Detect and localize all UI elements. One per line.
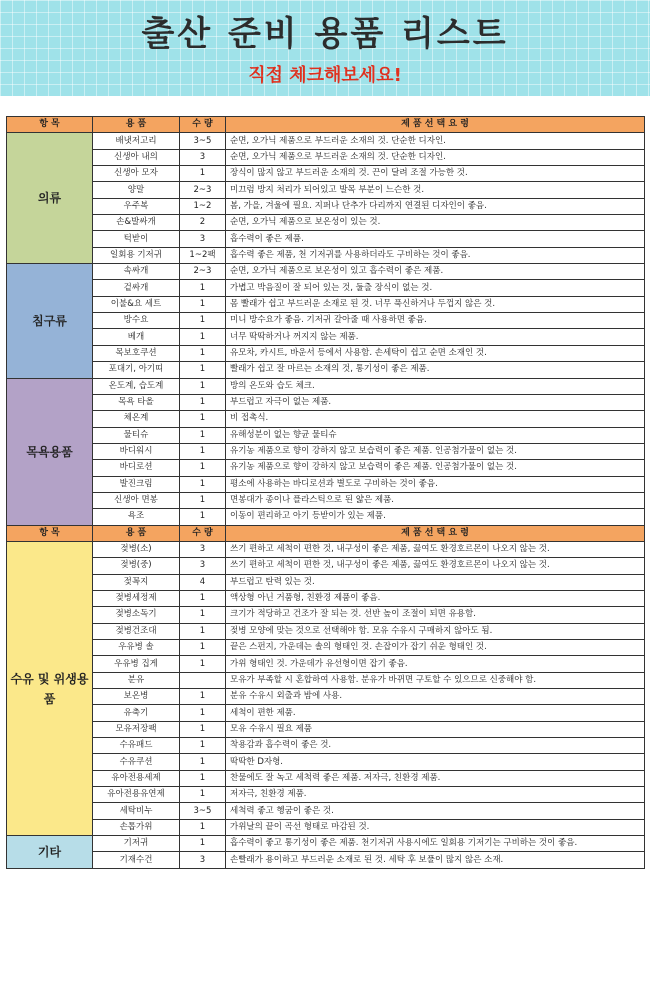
table-row: [7, 378, 645, 394]
table-row: [7, 133, 645, 149]
desc-cell: 평소에 사용하는 바디로션과 별도로 구비하는 것이 좋음.: [226, 476, 645, 492]
item-cell: 바디로션: [93, 460, 180, 476]
header-banner: [0, 0, 650, 96]
qty-cell: 1: [180, 770, 226, 786]
desc-cell: 너무 딱딱하거나 꺼지지 않는 제품.: [226, 329, 645, 345]
header-desc: 제 품 선 택 요 령: [226, 117, 645, 133]
table-row: [7, 264, 645, 280]
item-cell: 젖병세정제: [93, 590, 180, 606]
item-cell: 세탁비누: [93, 803, 180, 819]
table-row: [7, 313, 645, 329]
category-cell: 침구류: [7, 264, 93, 378]
item-cell: 방수요: [93, 313, 180, 329]
item-cell: 우유병 솔: [93, 640, 180, 656]
qty-cell: 1: [180, 819, 226, 835]
table-row: [7, 362, 645, 378]
qty-cell: 1: [180, 492, 226, 508]
item-cell: 목욕 타올: [93, 394, 180, 410]
qty-cell: 2~3: [180, 264, 226, 280]
qty-cell: 2: [180, 215, 226, 231]
qty-cell: 1: [180, 590, 226, 606]
table-row: [7, 182, 645, 198]
table-row: [7, 574, 645, 590]
qty-cell: 1: [180, 362, 226, 378]
item-cell: 분유: [93, 672, 180, 688]
qty-cell: 1: [180, 623, 226, 639]
desc-cell: 순면, 오가닉 제품으로 보온성이 있고 흡수력이 좋은 제품.: [226, 264, 645, 280]
category-cell: 의류: [7, 133, 93, 264]
header-qty: 수 량: [180, 117, 226, 133]
qty-cell: 1: [180, 705, 226, 721]
desc-cell: 딱딱한 D자형.: [226, 754, 645, 770]
item-cell: 양말: [93, 182, 180, 198]
item-cell: 모유저장팩: [93, 721, 180, 737]
qty-cell: 3: [180, 558, 226, 574]
desc-cell: 가볍고 박음질이 잘 되어 있는 것, 둘출 장식이 없는 것.: [226, 280, 645, 296]
table-row: [7, 247, 645, 263]
qty-cell: 1: [180, 640, 226, 656]
header-qty: 수 량: [180, 525, 226, 541]
item-cell: 겉싸개: [93, 280, 180, 296]
qty-cell: 3~5: [180, 803, 226, 819]
desc-cell: 순면, 오가닉 제품으로 보온성이 있는 것.: [226, 215, 645, 231]
table-row: [7, 198, 645, 214]
table-row: [7, 394, 645, 410]
item-cell: 젖꼭지: [93, 574, 180, 590]
qty-cell: 1: [180, 313, 226, 329]
qty-cell: 3: [180, 231, 226, 247]
desc-cell: 찬물에도 잘 녹고 세척력 좋은 제품. 저자극, 친환경 제품.: [226, 770, 645, 786]
qty-cell: 1: [180, 460, 226, 476]
table-row: [7, 509, 645, 525]
item-cell: 수유쿠션: [93, 754, 180, 770]
desc-cell: 방의 온도와 습도 체크.: [226, 378, 645, 394]
item-cell: 우주복: [93, 198, 180, 214]
item-cell: 이불&요 세트: [93, 296, 180, 312]
qty-cell: 1: [180, 378, 226, 394]
item-cell: 턱받이: [93, 231, 180, 247]
page-title: 출산 준비 용품 리스트: [141, 14, 509, 54]
table-row: [7, 166, 645, 182]
table-header-row: [7, 525, 645, 541]
table-row: [7, 770, 645, 786]
qty-cell: 3: [180, 149, 226, 165]
desc-cell: 봄, 가을, 겨울에 필요. 지퍼나 단추가 다리까지 연결된 디자인이 좋음.: [226, 198, 645, 214]
desc-cell: 미끄럼 방지 처리가 되어있고 발목 부분이 느슨한 것.: [226, 182, 645, 198]
item-cell: 온도계, 습도계: [93, 378, 180, 394]
qty-cell: 1: [180, 754, 226, 770]
desc-cell: 저자극, 친환경 제품.: [226, 787, 645, 803]
qty-cell: 1: [180, 738, 226, 754]
table-row: [7, 656, 645, 672]
table-row: [7, 492, 645, 508]
item-cell: 유축기: [93, 705, 180, 721]
table-row: [7, 149, 645, 165]
desc-cell: 세척이 편한 제품.: [226, 705, 645, 721]
category-cell: 수유 및 위생용품: [7, 541, 93, 835]
item-cell: 물티슈: [93, 427, 180, 443]
table-row: [7, 427, 645, 443]
table-row: [7, 296, 645, 312]
desc-cell: 미니 방수요가 좋음. 기저귀 갈아줄 때 사용하면 좋음.: [226, 313, 645, 329]
qty-cell: 1: [180, 607, 226, 623]
item-cell: 욕조: [93, 509, 180, 525]
qty-cell: 3: [180, 852, 226, 868]
table-row: [7, 476, 645, 492]
table-row: [7, 329, 645, 345]
header-category: 항 목: [7, 117, 93, 133]
desc-cell: 순면, 오가닉 제품으로 부드러운 소재의 것. 단순한 디자인.: [226, 133, 645, 149]
desc-cell: 유기농 제품으로 향이 강하지 않고 보습력이 좋은 제품. 인공첨가물이 없는 것.: [226, 443, 645, 459]
desc-cell: 모유 수유시 필요 제품: [226, 721, 645, 737]
checklist-table-wrapper: [6, 116, 644, 869]
qty-cell: 1: [180, 296, 226, 312]
table-row: [7, 705, 645, 721]
category-cell: 기타: [7, 836, 93, 869]
desc-cell: 분유 수유시 외출과 밤에 사용.: [226, 689, 645, 705]
desc-cell: 유기농 제품으로 향이 강하지 않고 보습력이 좋은 제품. 인공첨가물이 없는 것.: [226, 460, 645, 476]
desc-cell: 끝은 스펀지, 가운데는 솔의 형태인 것. 손잡이가 잡기 쉬운 형태인 것.: [226, 640, 645, 656]
table-row: [7, 640, 645, 656]
qty-cell: 1: [180, 329, 226, 345]
table-row: [7, 231, 645, 247]
item-cell: 속싸개: [93, 264, 180, 280]
qty-cell: 1: [180, 280, 226, 296]
item-cell: 기재수건: [93, 852, 180, 868]
item-cell: 우유병 집게: [93, 656, 180, 672]
item-cell: 유아전용유연제: [93, 787, 180, 803]
qty-cell: 1: [180, 787, 226, 803]
desc-cell: 젖병 모양에 맞는 것으로 선택해야 함. 모유 수유시 구매하지 않아도 됨.: [226, 623, 645, 639]
desc-cell: 면봉대가 종이나 플라스틱으로 된 얇은 제품.: [226, 492, 645, 508]
item-cell: 젖병소독기: [93, 607, 180, 623]
item-cell: 신생아 내의: [93, 149, 180, 165]
item-cell: 젖병(중): [93, 558, 180, 574]
qty-cell: 1: [180, 721, 226, 737]
item-cell: 보온병: [93, 689, 180, 705]
desc-cell: 착용감과 흡수력이 좋은 것.: [226, 738, 645, 754]
item-cell: 베개: [93, 329, 180, 345]
table-row: [7, 280, 645, 296]
table-row: [7, 607, 645, 623]
table-row: [7, 672, 645, 688]
item-cell: 신생아 면봉: [93, 492, 180, 508]
table-row: [7, 443, 645, 459]
table-row: [7, 558, 645, 574]
qty-cell: 1: [180, 476, 226, 492]
table-row: [7, 689, 645, 705]
item-cell: 유아전용세제: [93, 770, 180, 786]
table-row: [7, 803, 645, 819]
category-cell: 목욕용품: [7, 378, 93, 525]
desc-cell: 순면, 오가닉 제품으로 부드러운 소재의 것. 단순한 디자인.: [226, 149, 645, 165]
qty-cell: 1: [180, 345, 226, 361]
qty-cell: 3~5: [180, 133, 226, 149]
qty-cell: 1: [180, 443, 226, 459]
qty-cell: 1: [180, 427, 226, 443]
item-cell: 신생아 모자: [93, 166, 180, 182]
table-row: [7, 590, 645, 606]
qty-cell: 1: [180, 836, 226, 852]
desc-cell: 몸 빨래가 쉽고 부드러운 소재로 된 것. 너무 푹신하거나 두껍지 않은 것.: [226, 296, 645, 312]
item-cell: 포대기, 아기띠: [93, 362, 180, 378]
qty-cell: 4: [180, 574, 226, 590]
item-cell: 수유패드: [93, 738, 180, 754]
qty-cell: 1: [180, 411, 226, 427]
desc-cell: 유해성분이 없는 향균 물티슈: [226, 427, 645, 443]
desc-cell: 쓰기 편하고 세척이 편한 것, 내구성이 좋은 제품, 끓여도 환경호르몬이 나오지 않는 것.: [226, 541, 645, 557]
qty-cell: 1: [180, 394, 226, 410]
header-item: 용 품: [93, 117, 180, 133]
qty-cell: 1~2팩: [180, 247, 226, 263]
item-cell: 바디워시: [93, 443, 180, 459]
table-row: [7, 754, 645, 770]
table-row: [7, 345, 645, 361]
desc-cell: 부드럽고 자극이 없는 제품.: [226, 394, 645, 410]
item-cell: 발진크림: [93, 476, 180, 492]
qty-cell: 1~2: [180, 198, 226, 214]
table-row: [7, 819, 645, 835]
desc-cell: 크기가 적당하고 건조가 잘 되는 것. 선반 높이 조절이 되면 유용함.: [226, 607, 645, 623]
desc-cell: 흡수력 좋은 제품, 천 기저귀를 사용하더라도 구비하는 것이 좋음.: [226, 247, 645, 263]
desc-cell: 가위 형태인 것. 가운데가 유선형이면 잡기 좋음.: [226, 656, 645, 672]
item-cell: 손&발싸개: [93, 215, 180, 231]
qty-cell: 1: [180, 166, 226, 182]
item-cell: 손톱가위: [93, 819, 180, 835]
item-cell: 목보호쿠션: [93, 345, 180, 361]
desc-cell: 액상형 아닌 거품형, 친환경 제품이 좋음.: [226, 590, 645, 606]
item-cell: 젖병건조대: [93, 623, 180, 639]
table-row: [7, 541, 645, 557]
desc-cell: 흡수력이 좋은 제품.: [226, 231, 645, 247]
desc-cell: 흡수력이 좋고 통기성이 좋은 제품. 천기저귀 사용시에도 일회용 기저기는 구비하는 것이 좋음.: [226, 836, 645, 852]
table-row: [7, 787, 645, 803]
header-desc: 제 품 선 택 요 령: [226, 525, 645, 541]
desc-cell: 쓰기 편하고 세척이 편한 것, 내구성이 좋은 제품, 끓여도 환경호르몬이 나오지 않는 것.: [226, 558, 645, 574]
item-cell: 배냇저고리: [93, 133, 180, 149]
table-row: [7, 721, 645, 737]
desc-cell: 유모차, 카시트, 바운서 등에서 사용함. 손세탁이 쉽고 순면 소재인 것.: [226, 345, 645, 361]
desc-cell: 부드럽고 탄력 있는 것.: [226, 574, 645, 590]
desc-cell: 장식이 많지 않고 부드러운 소재의 것. 끈이 달려 조절 가능한 것.: [226, 166, 645, 182]
table-row: [7, 623, 645, 639]
qty-cell: 3: [180, 541, 226, 557]
qty-cell: [180, 672, 226, 688]
item-cell: 기저귀: [93, 836, 180, 852]
table-row: [7, 852, 645, 868]
desc-cell: 손빨래가 용이하고 부드러운 소재로 된 것. 세탁 후 보풀이 많지 않은 소재.: [226, 852, 645, 868]
header-category: 항 목: [7, 525, 93, 541]
table-row: [7, 738, 645, 754]
qty-cell: 2~3: [180, 182, 226, 198]
header-item: 용 품: [93, 525, 180, 541]
desc-cell: 가위날의 끝이 곡선 형태로 마감된 것.: [226, 819, 645, 835]
item-cell: 체온계: [93, 411, 180, 427]
qty-cell: 1: [180, 656, 226, 672]
desc-cell: 세척력 좋고 헹굼이 좋은 것.: [226, 803, 645, 819]
page-subtitle: 직접 체크해보세요!: [248, 65, 402, 86]
desc-cell: 이동이 편리하고 아기 등받이가 있는 제품.: [226, 509, 645, 525]
table-row: [7, 836, 645, 852]
item-cell: 일회용 기저귀: [93, 247, 180, 263]
table-row: [7, 411, 645, 427]
checklist-table: [6, 116, 645, 869]
desc-cell: 모유가 부족할 시 혼합하여 사용함. 분유가 바뀌면 구토할 수 있으므로 신중해야 함.: [226, 672, 645, 688]
qty-cell: 1: [180, 509, 226, 525]
desc-cell: 빨래가 쉽고 잘 마르는 소재의 것, 통기성이 좋은 제품.: [226, 362, 645, 378]
table-header-row: [7, 117, 645, 133]
table-row: [7, 460, 645, 476]
table-row: [7, 215, 645, 231]
item-cell: 젖병(소): [93, 541, 180, 557]
qty-cell: 1: [180, 689, 226, 705]
desc-cell: 비 접촉식.: [226, 411, 645, 427]
